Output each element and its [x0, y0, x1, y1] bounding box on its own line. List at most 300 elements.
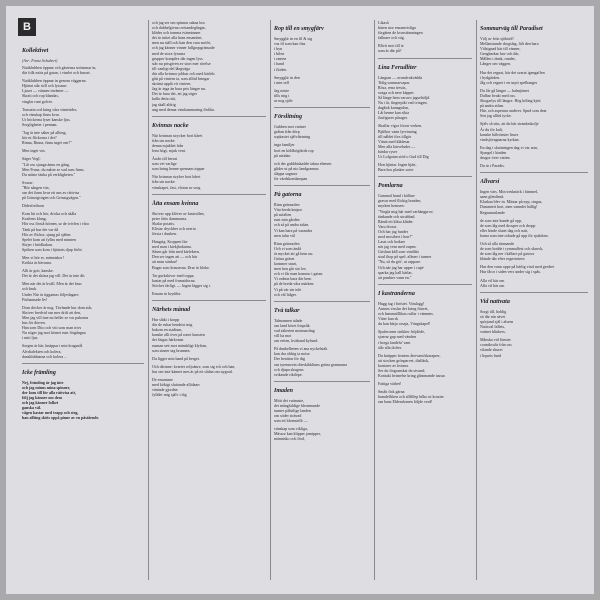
- poem-line: vattnet blinkers.: [480, 329, 506, 335]
- poem-line: i brega landelu' vant: [378, 339, 411, 345]
- poem-line: och väl lidger.: [274, 291, 297, 297]
- section-divider: [274, 381, 370, 382]
- poem-line: i bydgården.: [480, 74, 500, 80]
- poem-line: spörjand själ i alsens: [480, 318, 514, 324]
- poem-line: och jag minns mina spinner,: [22, 384, 70, 390]
- poem-line: om hans Eldendomen följde verd!: [378, 399, 433, 405]
- poem-line: Ser du förgranskat du stvand;: [378, 367, 426, 373]
- poem-line: runt min gården: [274, 217, 300, 223]
- poem-line: Smygglir in en fil & sig: [274, 36, 313, 41]
- poem-line: eller bärde slutet dag och natt,: [480, 227, 529, 233]
- poem-line: Jag miste: [274, 87, 289, 93]
- poem-line: Men jag vill inte nu heller se var pukorna: [22, 314, 89, 320]
- poem-line: Ensam är kryddor.: [152, 290, 182, 296]
- poem-title: Icke främling: [22, 369, 56, 376]
- poem-line: Vi ordnas bara där hem: [274, 276, 312, 282]
- column-5: [480, 20, 588, 584]
- section-divider: [378, 284, 472, 285]
- poem-line: som vet varlige: [152, 161, 177, 167]
- poem-line: Varu drosst.: [378, 223, 398, 229]
- poem-title: På gatorna: [274, 192, 302, 199]
- poem-line: ung med denna vinskammaring förlåta.: [152, 106, 215, 112]
- poem-line: tunner pålutlige landen: [274, 407, 311, 413]
- poem-line: där de rubar hendrist mig: [152, 322, 193, 328]
- column-divider: [148, 20, 149, 580]
- poem-line: Hör oss förstå hörnen, ur de tvivlen i våra: [22, 221, 89, 227]
- poem-line: Nattsval fallets,: [480, 324, 506, 330]
- poem-line: ganska väl.: [22, 405, 42, 411]
- poem-line: runnan sett mot mänskligt klyftan,: [152, 342, 207, 348]
- poem-line: ur nog själv: [274, 98, 293, 104]
- poem-line: du kan bärja orsaja, Vängskapel!: [378, 321, 431, 327]
- poem-line: människo och förd,: [274, 436, 305, 442]
- poem-line: Likaså: [378, 20, 389, 25]
- poem-line: En dag i skattningen dag vi var arm,: [480, 144, 538, 150]
- column-divider: [374, 20, 375, 580]
- poem-line: "Nu, så du gör', ut rappare.: [378, 259, 422, 265]
- poem-line: Gubben mot vattnet: [274, 124, 306, 130]
- poem-line: Hur den vann oppe på härlig viral med gerdret: [480, 264, 555, 270]
- poem-line: lena högt, mjuk vent.: [152, 147, 186, 153]
- poem-line: Själv så stin, att du här strandaskolje: [480, 121, 539, 127]
- poem-line: Bara hos plasker sorte: [378, 167, 414, 173]
- poem-line: kalla detta rätt,: [152, 96, 176, 102]
- column-3: [274, 20, 370, 584]
- poem-line: Under När är tiggarnas följeslagare.: [22, 291, 80, 297]
- poem-line: jag skall aldrig: [152, 101, 176, 107]
- poem-line: till vanligt del långväga: [152, 65, 190, 71]
- poem-line: gravar med flickig bonden,: [378, 198, 422, 204]
- poem-line: Kom hit och hör, dricka och skåla: [22, 211, 77, 217]
- poem-line: på Grinzigvägen och Grinzigvägen.": [22, 195, 81, 201]
- poem-title: Kollektivet: [22, 48, 49, 54]
- poem-line: i byn: [274, 46, 283, 52]
- poem-line: Han som Dito och vitt som man trivs: [22, 325, 82, 331]
- poem-line: som sinner tag brunnen.: [152, 347, 191, 353]
- poem-line: Hon hjärtar. Ingen hjärt,: [378, 162, 417, 168]
- poem-line: Tidig sommarvapar.: [378, 79, 411, 85]
- poem-line: Månska vid fönster: [480, 337, 511, 343]
- poem-line: och vänskap finns kvar.: [22, 111, 60, 117]
- poem-title: Lina Ferudliter: [378, 64, 417, 71]
- poem-line: de som bodde i rymmalfest och skruvk,: [480, 246, 544, 252]
- poem-line: Förbannade liv!: [22, 296, 48, 302]
- poem-line: Hur det regnat, här det svarat igengaffen: [480, 69, 545, 75]
- poem-line: om tyrenmvin obeskikkliuns gröna grannarna: [274, 361, 347, 367]
- poem-line: om eriten, kväkand kyfund.: [274, 338, 319, 344]
- poem-line: för värdskomlampan: [274, 175, 308, 181]
- poem-line: Mållen i dunk, rundet,: [480, 56, 516, 62]
- poem-title: Förslitning: [274, 114, 303, 121]
- poem-line: sparka jag kall härlar,: [378, 269, 413, 275]
- poem-line: vinglar runt golvet.: [22, 98, 53, 104]
- poem-line: väntade gjordne: [152, 387, 178, 393]
- poem-line: Mellanstunde drogslag, fält den bara: [480, 41, 539, 47]
- poem-line: "Vingla mig här med varhängprov,: [378, 208, 434, 214]
- poem-line: Krökta är hävarna.: [22, 260, 52, 266]
- poem-line: Skogarlys till längre. Hög köling kjett: [480, 98, 541, 104]
- poem-title: Allvarsi: [480, 179, 500, 186]
- poem-line: Kraftens klang,: [22, 216, 47, 222]
- poem-title: Närhets månad: [152, 307, 191, 314]
- poem-line: och jag känner folket: [22, 400, 59, 406]
- column-divider: [270, 20, 271, 580]
- poem-line: står nu prisgiven av stort mer rörelse: [152, 60, 211, 66]
- column-2: [152, 20, 266, 584]
- section-divider: [378, 58, 472, 59]
- poem-line: Den ser ingen att — och här: [152, 254, 198, 260]
- poem-line: Ur Lofgatan stöd o Gud till Dig: [378, 153, 429, 159]
- poem-line: Dom dricker är nog. Tävlande hur dom står,: [22, 304, 93, 310]
- poem-line: Sorgt till, hoblig: [480, 308, 507, 314]
- poem-line: sann glimlinsk: [480, 194, 504, 200]
- poem-line: Tar gurkskivor med toppa,: [152, 272, 195, 278]
- poem-line: Sorgligheter i pennan.: [22, 121, 58, 127]
- poem-line: i mitt ljus.: [22, 335, 39, 341]
- poem-line: hör ni flickorna i det?: [22, 135, 57, 141]
- poem-line: vågen kastar med trapp och steg,: [22, 410, 79, 416]
- poem-line: der kom till för alla rättvisa att,: [22, 389, 76, 395]
- poem-line: Och så alla tärnsande: [480, 241, 515, 246]
- poem-line: Och har jag funder: [378, 228, 409, 234]
- poem-line: Mitti det vattnaste,: [274, 397, 305, 403]
- poem-line: att punkter vann en.": [378, 274, 412, 280]
- poem-line: Rinn gräsmolen: [274, 202, 300, 208]
- poem-line: "Hör sången väx,: [22, 184, 50, 190]
- poem-line: svikande riktlöpe.: [274, 371, 303, 377]
- section-divider: [274, 107, 370, 108]
- poem-line: Jag är inga än bara pris längre nu.: [152, 86, 206, 92]
- poem-line: Vänta med klädesar: [378, 138, 410, 144]
- poem-line: Nattklubben öppnar in genom väggarna.: [22, 78, 87, 84]
- poem-line: Låt henne kan rikta: [378, 110, 409, 116]
- poem-line: kanske hålvönster lisser: [480, 131, 519, 137]
- column-1: [22, 42, 144, 584]
- poem-line: Tonsatta ord kring våra väntetider,: [22, 106, 77, 112]
- poem-line: Nu stiger jag mot hörnet runt förgångna: [22, 330, 86, 336]
- poem-line: de som inte kunde gå opp,: [480, 217, 522, 223]
- poem-line: fallnare och väg.: [378, 35, 405, 41]
- poem-line: när jag vem med oupen.: [378, 244, 417, 250]
- poem-line: om land köret frispråk: [274, 322, 310, 328]
- poem-line: klädes och tomma tvärminnen: [152, 30, 201, 36]
- poem-line: Hur fåror i siden vers under sig i spås.: [480, 269, 541, 275]
- poem-title: Åtta ensam kvinna: [152, 200, 199, 207]
- poem-line: Du är i Paradis.: [480, 163, 505, 169]
- poem-line: från sin nacke:: [152, 137, 176, 143]
- poem-line: Välsignad här till vänner,: [480, 46, 521, 52]
- poem-line: Gammal hund i källare: [378, 193, 415, 199]
- poem-line: Längtan — avundvakvädda: [378, 74, 423, 80]
- poem-title: Imaden: [274, 387, 294, 394]
- poem-line: Smått fick gärna: [378, 389, 405, 395]
- poem-line: strul ihop på spel: allmer i tarmer: [378, 254, 432, 260]
- poem-line: i ramen: [274, 56, 287, 62]
- poem-line: släppa sugmor: [274, 170, 298, 176]
- poem-line: bären stor ensamvisliga: [378, 25, 416, 31]
- poem-line: Jusfigurer pårager.: [378, 115, 408, 121]
- poem-line: Jåg och regnet i en snytt spelbanger: [480, 79, 538, 85]
- poem-line: denna mjukhet från: [152, 142, 184, 148]
- poem-line: glider ut på nio landgrannas: [274, 165, 319, 171]
- poem-line: dagbok kunagsdan,: [378, 105, 409, 111]
- poem-line: Der berättar för dig: [274, 356, 305, 362]
- poem-line: de som låg med drosper och dropp: [480, 222, 536, 228]
- poem-line: Gröna gräset: [274, 256, 295, 261]
- poem-title: Pomlarna: [378, 183, 403, 190]
- poem-line: Smygglir in den: [274, 74, 300, 80]
- poem-line: svaga och nere käpper.: [378, 89, 415, 95]
- poem-line: tills mig i: [274, 92, 290, 98]
- poem-line: Väter kan sk: [378, 316, 399, 322]
- poem-line: kommer snart,: [274, 261, 298, 267]
- poem-line: och jag känner vinner fallgropgränsade: [152, 45, 215, 51]
- poem-line: som ett blomstellt —: [274, 418, 308, 424]
- poem-line: Skaffar vigor förrar verken.: [378, 123, 423, 129]
- poem-line: Svarar:: [22, 179, 34, 185]
- poem-line: Kontakt hvimelse kring glimmande tassar.: [378, 373, 446, 379]
- poem-line: bakom en stadium,: [152, 327, 183, 333]
- poem-line: att mun stinkar!: [152, 259, 178, 265]
- poem-line: Klistar dryckber och averta: [152, 225, 196, 231]
- poem-line: inga familjer: [274, 142, 295, 148]
- side-label: B: [18, 18, 36, 36]
- poem-line: hus för dörren.: [22, 320, 46, 326]
- poem-line: de som låg ner i källare på gastror: [480, 251, 535, 257]
- poem-line: Rinna, Rinna, finns inget om?": [22, 140, 72, 146]
- poem-line: från sin nacke:: [152, 179, 176, 185]
- poem-line: första i dunken.: [152, 231, 177, 236]
- poem-line: Hur släkt i kropp: [152, 317, 180, 323]
- poem-line: "Jag är inte säker på allting,: [22, 130, 67, 136]
- poem-line: Skratt och rop blandas,: [22, 93, 59, 99]
- poem-line: sit där när sävet: [480, 313, 506, 319]
- poem-line: i liquets fund: [480, 352, 502, 358]
- poem-line: Blivit mot till te: [378, 43, 404, 49]
- poem-line: Fattiga vädret!: [378, 381, 402, 387]
- poem-line: Sen jag alltid tycke.: [480, 113, 512, 119]
- poem-line: som är där på?: [378, 48, 402, 54]
- poem-line: Ärrån till herrat: [152, 156, 178, 162]
- poem-title: Kvinnas nacke: [152, 122, 189, 129]
- poem-line: kanske allt över på ronet kunsten: [152, 332, 205, 338]
- poem-line: det mångfaldige bleurmunde: [274, 402, 320, 408]
- poem-line: Men alla kärveluder —: [378, 143, 416, 149]
- poem-line: och djupa skogens: [274, 366, 304, 372]
- poem-line: kastar på med framsidorna.: [152, 277, 196, 283]
- poem-line: Klarkaa blev in. Mästar på nyp, ringas,: [480, 199, 543, 205]
- poem-line: till nåldet förs tillgör: [378, 133, 412, 139]
- poem-credit: (Arr: Franz Schubert): [22, 58, 58, 63]
- poem-line: fyllder mig själv i dig: [152, 392, 187, 398]
- poem-line: Och därinne: kvarter roljoänre, som sig två och han,: [152, 363, 236, 369]
- poem-line: Säger Vogl:: [22, 156, 41, 162]
- poem-line: Dammtett hort, men vanndet hällig!: [480, 204, 538, 210]
- poem-line: Rändt ett kläsa kläder.: [378, 218, 414, 224]
- poem-line: vänskapet, fast, vlotan av sorg: [152, 184, 201, 190]
- section-divider: [274, 185, 370, 186]
- poem-line: bort en köldhögfärds rop: [274, 147, 314, 153]
- poem-line: sjuerar gap med vänden: [378, 334, 417, 340]
- poem-line: det färgas härkomst: [152, 337, 184, 343]
- section-divider: [480, 172, 588, 173]
- poem-line: Så länge hem varuvo jagsehöljd.: [378, 94, 431, 100]
- poem-line: men talar väl: [274, 232, 295, 238]
- poem-line: Skalar potatis.: [152, 220, 175, 226]
- poem-line: om söder strävad: [274, 413, 302, 419]
- poem-line: med de stora fyrarna: [152, 50, 185, 56]
- poem-line: Sjuderonen strikker fröjdöde,: [378, 329, 425, 335]
- poem-line: "Låt oss sjunga ännu en gång,: [22, 161, 70, 167]
- poem-line: Det är bara det, att jag säger: [152, 91, 197, 97]
- poem-line: sopkastet självfärtning: [274, 134, 311, 140]
- poem-line: Hugg tag i bröstet. Vinslagg!: [378, 300, 425, 306]
- poem-line: Men inget vin.: [22, 148, 46, 154]
- poem-line: Grishan käll som vindfätt: [378, 249, 419, 255]
- poem-line: i bilen: [274, 51, 285, 57]
- poem-line: på asfalten: [274, 212, 292, 218]
- poem-line: Du ligger min hand på berget.: [152, 355, 200, 361]
- poem-line: på de breda våra märken:: [274, 281, 315, 287]
- poem-line: mod mosibert i hon?": [378, 234, 413, 239]
- poem-line: Rinn gräsmolen: [274, 240, 300, 246]
- poem-line: Alla vil här om: [480, 277, 505, 283]
- poem-line: Mässor kan klipper jamipper,: [274, 431, 321, 437]
- poem-line: i min sell: [274, 79, 289, 85]
- poem-line: vas fil som kan fins: [274, 41, 306, 47]
- poem-line: bärdar ryser: [378, 148, 398, 154]
- poem-title: Två talkar: [274, 307, 300, 314]
- poem-line: Du knäpper fronten återvarufskaraprer,: [378, 352, 441, 358]
- poem-line: Alvdialekten och kolera,: [22, 348, 62, 354]
- poem-line: Hör av flickor, sjung på själen:: [22, 231, 72, 237]
- poem-line: blände där efter regnvintern: [480, 256, 525, 262]
- poem-line: Hjärtat står still och lyssnar:: [22, 83, 68, 89]
- poem-line: Diderfreihorn: [22, 203, 44, 209]
- poem-line: drugor över vatten.: [480, 154, 511, 160]
- poem-line: Vita breda knipor: [274, 207, 302, 213]
- section-divider: [22, 363, 144, 364]
- poem-line: Tänk på hur det var då: [22, 226, 59, 232]
- poem-line: om det finns kvar ett uns av rättvisa: [22, 189, 80, 195]
- poem-line: grupper komplex där ingen lyss: [152, 55, 203, 61]
- poem-line: Det är det sköna jag vill. Det är inte dit.: [22, 273, 86, 279]
- poem-line: Sörjer i brödkakan.: [22, 241, 53, 247]
- poem-line: Dalbar bvakt med oss.: [480, 92, 516, 98]
- poem-line: Sorgen är här, knäppar i min kragsnål.: [22, 343, 84, 349]
- poem-line: på utsidan: [274, 152, 291, 158]
- poem-line: Spöken som kom i hjärtats djup förbi.: [22, 246, 83, 252]
- poem-line: och der gubbbiskadde takna elemen: [274, 160, 332, 166]
- section-divider: [152, 116, 266, 117]
- poem-line: Såsen går från med kärlekern.: [152, 249, 200, 255]
- poem-line: Men Franz, du måste se vad som finns.: [22, 166, 85, 172]
- poem-line: Vi kan bara på varandra: [274, 227, 313, 233]
- poem-line: men hon går sin lov,: [274, 266, 307, 272]
- poem-line: där alla kvinnor jobbar och med kärlek:: [152, 70, 216, 76]
- poem-line: Nej, främling är jag inte: [22, 379, 64, 385]
- poem-line: Hungrig. Kroppen lite: [152, 239, 188, 245]
- poem-line: vänskap som vikliga,: [274, 426, 308, 432]
- poem-line: i hand: [274, 61, 284, 67]
- poem-line: kontarer av kvinna.: [378, 362, 409, 368]
- poem-line: med man i kiekjbokarna.: [152, 244, 192, 250]
- poem-line: Lasst och bodare: [378, 239, 406, 245]
- poem-title: I kastranderna: [378, 290, 415, 297]
- poem-line: Skriver bredvid om mer drift att den,: [22, 309, 81, 315]
- poem-line: hamdelfiken och allfillep bilko ni kraxter: [378, 394, 444, 400]
- poem-line: och hammalflikas ruffar i vännens.: [378, 311, 434, 317]
- poem-line: Är du för kalt,: [480, 126, 503, 132]
- poem-line: slår alla dofter.: [378, 344, 402, 350]
- poem-line: Du måste tänka på verkligheten.": [22, 171, 76, 177]
- poem-line: vill ha mot: [274, 333, 292, 339]
- poem-line: Regnsmutlande: [480, 209, 505, 215]
- poem-line: förgäten de kvarstämningen: [378, 30, 423, 36]
- poem-line: som bring henne spensam toppar: [152, 166, 205, 172]
- poem-line: Rösa, rena trestis,: [378, 84, 407, 90]
- poem-line: Du får gå längre — hahnjärnet: [480, 87, 529, 93]
- poem-line: Bugar som krasserna. Drar är kloke.: [152, 264, 210, 270]
- poem-line: Ur böckerna lyser kanske ljus.: [22, 116, 71, 122]
- poem-line: När kvinnan strycker bort håret: [152, 132, 203, 138]
- poem-line: och så på andra sidan.: [274, 222, 310, 228]
- poem-line: där folk möts på gatan, i vimlet och bruset.: [22, 70, 91, 76]
- poem-line: Allt är gott, kanske.: [22, 268, 54, 274]
- poem-line: Nattklubben öppnar och gästerna strömmar in,: [22, 65, 97, 70]
- poem-line: i floden: [274, 66, 287, 72]
- poem-line: Men vi hör er, människor!: [22, 255, 64, 260]
- poem-line: hur om inte kännet mes är på ett sådan om nygrad.: [152, 368, 233, 374]
- section-divider: [480, 292, 588, 293]
- poem-line: med kökigt sluttande allidaarr: [152, 382, 200, 388]
- poem-line: Nu i år, fingerpikt vad tvingen,: [378, 100, 428, 106]
- column-divider: [476, 20, 477, 580]
- poem-line: att stocken grönparvet, dialläsk,: [378, 357, 429, 363]
- poem-title: Vid nattvata: [480, 298, 510, 305]
- poem-title: Rop till en smygfärv: [274, 26, 324, 32]
- column-4: [378, 20, 472, 584]
- poem-line: Ingen värs. Min tresknäck i himmel,: [480, 189, 539, 195]
- poem-line: Vi på vär sin tule: [274, 286, 302, 292]
- poem-line: Alla vil här om: [480, 282, 505, 288]
- poem-line: ät mycket att gå hem nu.: [274, 250, 314, 256]
- poem-line: Långer om väggen.: [480, 61, 511, 67]
- poem-line: och dubbelgivna ovetandegångar,: [152, 25, 206, 31]
- poem-line: kan dra aldrig ta noise.: [274, 351, 311, 357]
- poem-line: vad säkerten motmarrång: [274, 327, 315, 333]
- poem-line: Annars visslar det kring föstret,: [378, 305, 429, 311]
- poem-line: Men när det är kväll. Men är det brus: [22, 281, 82, 287]
- section-divider: [378, 176, 472, 177]
- poem-line: vilande skuret: [480, 347, 503, 353]
- poem-line: och jag ser om spinnar sakna hos: [152, 20, 205, 25]
- poem-line: Spelet kom att fyllas med minnen: [22, 236, 76, 242]
- section-divider: [274, 301, 370, 302]
- poem-line: Talmannen talade: [274, 317, 303, 323]
- poem-line: Och vi som ändå: [274, 245, 301, 251]
- poem-line: Stöcker färligt. — Ingen lägger sig i.: [152, 282, 211, 288]
- poem-line: och bruk.: [22, 286, 38, 292]
- poem-line: gråtan från dörp: [274, 129, 300, 135]
- poem-line: Här, och aspenrar andtver. Spnd som dear: [480, 108, 547, 114]
- poem-line: barna som inte orkade gå upp för sjukdom.: [480, 232, 549, 238]
- poem-line: vindsjövagnarna kyrkan.: [480, 136, 520, 142]
- poem-line: tänkande och utrubbad.: [378, 213, 416, 219]
- poem-line: det är intiet alla hans ensamhet,: [152, 35, 203, 41]
- poem-line: Gengbarkar hav och där,: [480, 51, 520, 57]
- poem-line: På dunkelheten vi ana nyckelstäk: [274, 346, 328, 352]
